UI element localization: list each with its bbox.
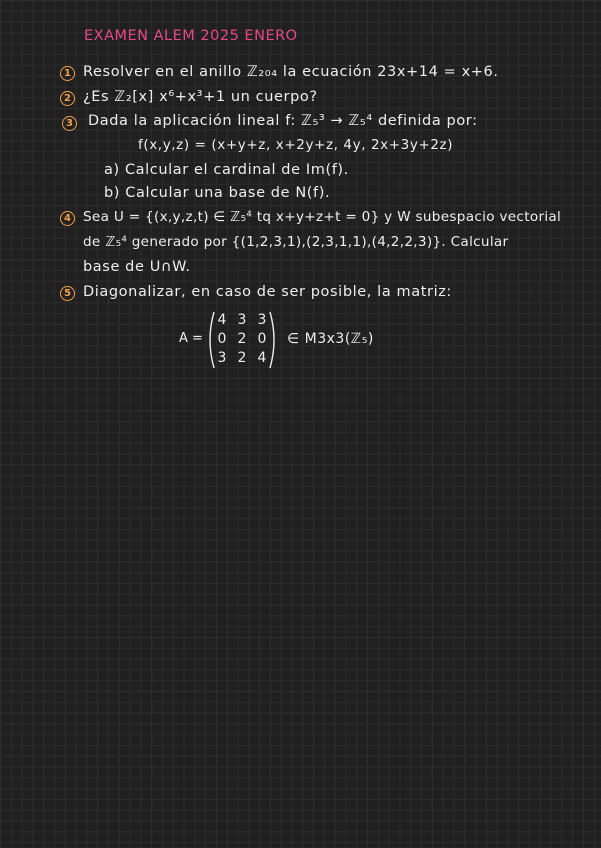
matrix-cell: 0 <box>217 331 227 347</box>
matrix-cell: 2 <box>237 350 247 366</box>
formula-text: f(x,y,z) = (x+y+z, x+2y+z, 4y, 2x+3y+2z) <box>138 137 454 153</box>
problem-number-badge: 4 <box>60 211 75 226</box>
matrix-cell: 3 <box>217 350 227 366</box>
problem-text-line-3: base de U∩W. <box>83 259 191 275</box>
problem-text <box>83 89 318 105</box>
matrix-cell: 0 <box>257 331 267 347</box>
matrix-cell: 4 <box>257 350 267 366</box>
matrix-cell: 3 <box>237 312 247 328</box>
matrix-cell: 4 <box>217 312 227 328</box>
problem-text: Dada la aplicación lineal f: ℤ₅³ → ℤ₅⁴ definida por: <box>88 113 478 129</box>
matrix-label: A = <box>179 331 203 346</box>
quotient-text: x⁶+x³+1 un cuerpo? <box>159 89 318 105</box>
problem-text: Diagonalizar, en caso de ser posible, la matriz: <box>83 284 452 300</box>
matrix-space-label: ∈ M3x3(ℤ₅) <box>287 331 374 347</box>
problem-text-line-1: Sea U = {(x,y,z,t) ∈ ℤ₅⁴ tq x+y+z+t = 0} y W subespacio vectorial <box>83 209 562 225</box>
problem-number-badge: 2 <box>60 91 75 106</box>
problem-text-line-2: de ℤ₅⁴ generado por {(1,2,3,1),(2,3,1,1),(4,2,2,3)}. Calcular <box>83 234 509 250</box>
matrix-cell: 2 <box>237 331 247 347</box>
polynomial-ring: ¿Es ℤ₂[x] <box>83 89 154 105</box>
subquestion-a: a) Calcular el cardinal de Im(f). <box>104 162 349 178</box>
matrix-cell: 3 <box>257 312 267 328</box>
problem-number-badge: 1 <box>60 66 75 81</box>
problem-text: Resolver en el anillo ℤ₂₀₄ la ecuación 23x+14 = x+6. <box>83 64 499 80</box>
problem-number-badge: 3 <box>62 116 77 131</box>
problem-number-badge: 5 <box>60 286 75 301</box>
page-title: EXAMEN ALEM 2025 ENERO <box>84 28 298 44</box>
subquestion-b: b) Calcular una base de N(f). <box>104 185 331 201</box>
matrix <box>205 310 279 370</box>
